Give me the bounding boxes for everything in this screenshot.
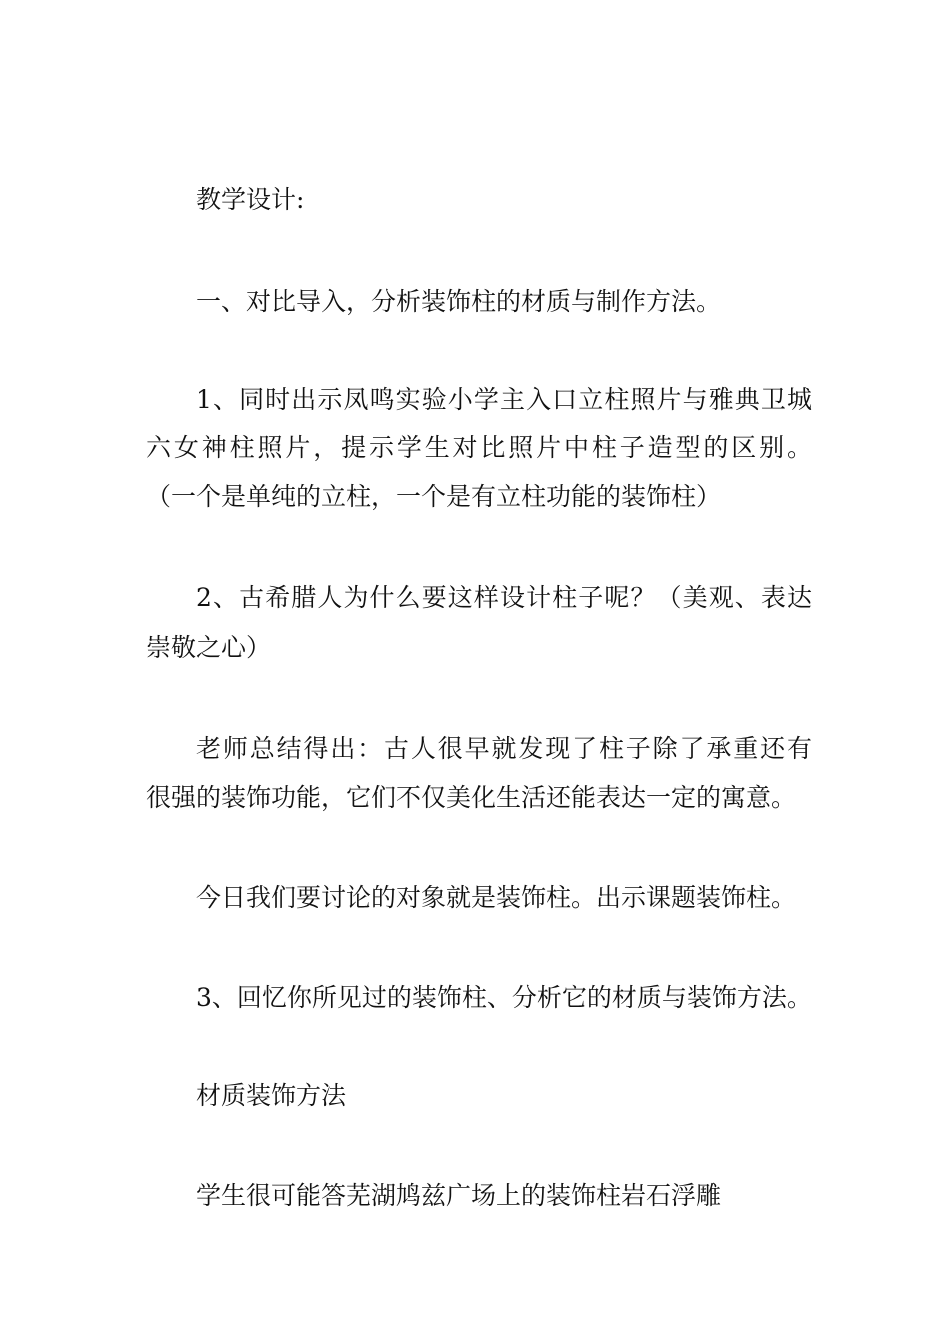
item-2-line-2: 崇敬之心） — [146, 633, 272, 662]
student-answer: 学生很可能答芜湖鸠兹广场上的装饰柱岩石浮雕 — [196, 1181, 722, 1210]
table-header: 材质装饰方法 — [196, 1081, 347, 1110]
item-1-line-3: （一个是单纯的立柱，一个是有立柱功能的装饰柱） — [146, 482, 722, 511]
topic-line: 今日我们要讨论的对象就是装饰柱。出示课题装饰柱。 — [196, 883, 797, 912]
heading: 教学设计: — [196, 185, 305, 214]
item-1-line-2: 六女神柱照片，提示学生对比照片中柱子造型的区别。 — [146, 433, 812, 462]
summary-line-2: 很强的装饰功能，它们不仅美化生活还能表达一定的寓意。 — [146, 783, 797, 812]
summary-line-1: 老师总结得出：古人很早就发现了柱子除了承重还有 — [196, 734, 812, 763]
item-2-line-1: 2、古希腊人为什么要这样设计柱子呢？（美观、表达 — [196, 583, 812, 612]
item-1-line-1: 1、同时出示凤鸣实验小学主入口立柱照片与雅典卫城 — [196, 385, 812, 414]
item-3-line: 3、回忆你所见过的装饰柱、分析它的材质与装饰方法。 — [196, 983, 812, 1012]
section-1-title: 一、对比导入，分析装饰柱的材质与制作方法。 — [196, 287, 722, 316]
